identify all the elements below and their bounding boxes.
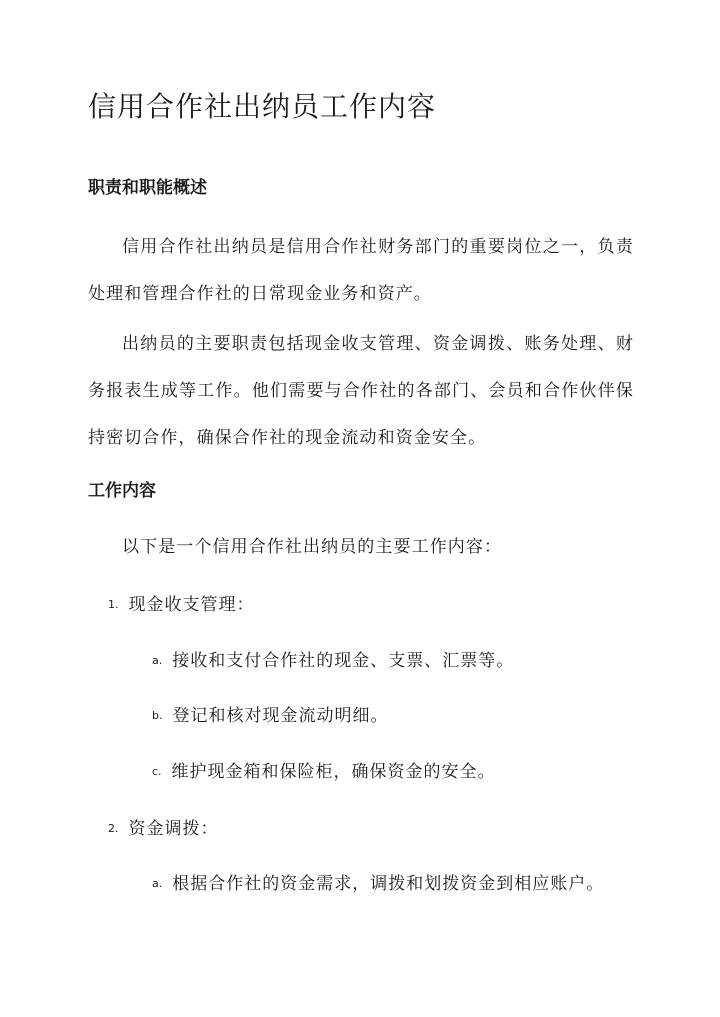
overview-paragraph-2: 出纳员的主要职责包括现金收支管理、资金调拨、账务处理、财务报表生成等工作。他们需要与合作社的各部门、会员和合作伙伴保持密切合作，确保合作社的现金流动和资金安全。 xyxy=(88,334,634,448)
list-item-cash-management xyxy=(108,592,255,618)
document-title: 信用合作社出纳员工作内容 xyxy=(88,90,437,123)
sub-list-text: 接收和支付合作社的现金、支票、汇票等。 xyxy=(172,651,515,671)
overview-paragraph-1: 信用合作社出纳员是信用合作社财务部门的重要岗位之一，负责处理和管理合作社的日常现金业务和资产。 xyxy=(88,237,634,304)
list-item-fund-allocation xyxy=(108,816,219,842)
sub-list-item xyxy=(152,871,604,897)
section-heading-work-content: 工作内容 xyxy=(88,481,156,501)
section-heading-overview: 职责和职能概述 xyxy=(88,178,207,198)
sub-list-text: 根据合作社的资金需求，调拨和划拨资金到相应账户。 xyxy=(172,874,605,894)
sub-list-marker: a. xyxy=(152,877,163,890)
sub-list-item xyxy=(152,703,388,729)
list-number: 1. xyxy=(108,598,119,611)
sub-list-item xyxy=(152,648,514,674)
sub-list-text: 登记和核对现金流动明细。 xyxy=(172,706,389,726)
work-content-intro: 以下是一个信用合作社出纳员的主要工作内容： xyxy=(122,537,503,557)
sub-list-marker: c. xyxy=(152,765,162,778)
list-item-label: 现金收支管理： xyxy=(128,595,255,615)
sub-list-item xyxy=(152,759,496,785)
sub-list-marker: b. xyxy=(152,709,163,722)
sub-list-text: 维护现金箱和保险柜，确保资金的安全。 xyxy=(171,762,496,782)
sub-list-marker: a. xyxy=(152,654,163,667)
list-item-label: 资金调拨： xyxy=(128,819,219,839)
list-number: 2. xyxy=(108,822,119,835)
